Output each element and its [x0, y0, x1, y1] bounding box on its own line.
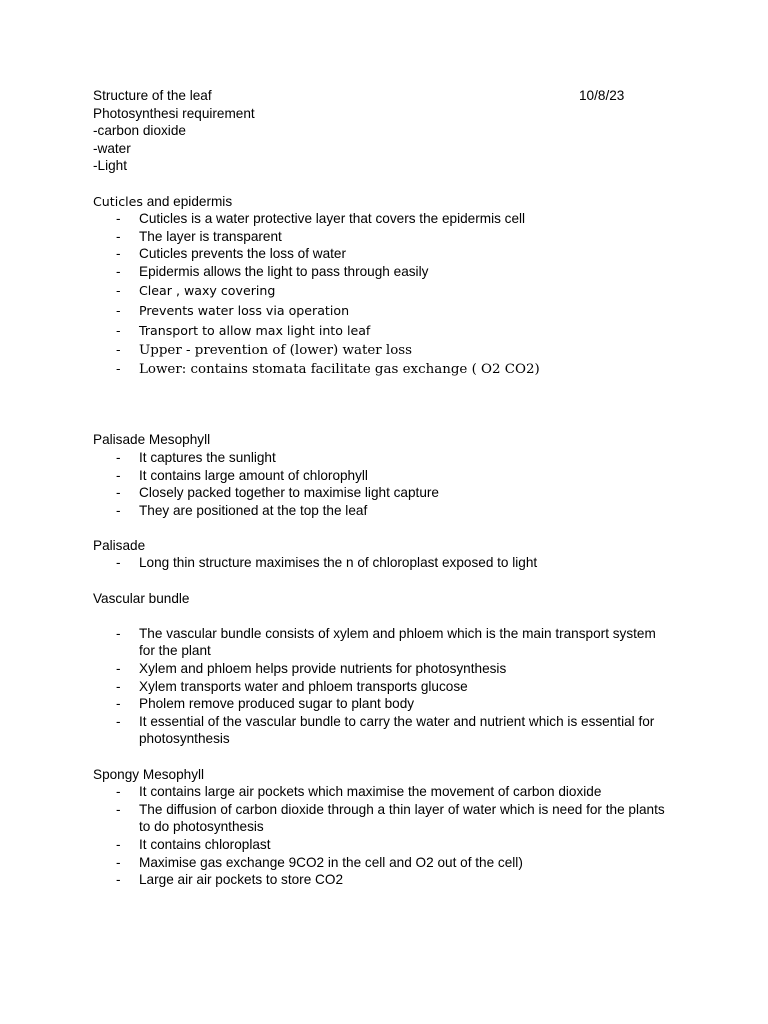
list-item: - Pholem remove produced sugar to plant body [93, 695, 673, 713]
list-item: - Long thin structure maximises the n of chloroplast exposed to light [93, 554, 673, 572]
intro-line: Photosynthesi requirement [93, 105, 255, 121]
intro-line: -water [93, 140, 131, 156]
section-title-spongy-mesophyll: Spongy Mesophyll [93, 766, 205, 782]
vascular-bundle-list [93, 625, 673, 748]
list-item: - Transport to allow max light into leaf [93, 321, 673, 341]
list-item: - It captures the sunlight [93, 449, 673, 467]
section-title-part: and epidermis [142, 193, 233, 209]
list-item: - They are positioned at the top the leaf [93, 502, 673, 520]
section-title-palisade: Palisade [93, 537, 146, 553]
list-item: - It essential of the vascular bundle to carry the water and nutrient which is essential for photosynthesis [93, 713, 673, 748]
cuticles-list [93, 210, 673, 378]
list-item: - Xylem and phloem helps provide nutrients for photosynthesis [93, 660, 673, 678]
intro-line: -carbon dioxide [93, 123, 186, 139]
list-item: - Epidermis allows the light to pass through easily [93, 263, 673, 281]
list-item: - Cuticles prevents the loss of water [93, 245, 673, 263]
list-item: - It contains large amount of chlorophyll [93, 467, 673, 485]
palisade-list [93, 554, 673, 572]
section-title-palisade-mesophyll: Palisade Mesophyll [93, 432, 211, 448]
list-item: - The diffusion of carbon dioxide through a thin layer of water which is need for the plants to do photosynthesis [93, 801, 673, 836]
doc-title: Structure of the leaf [93, 88, 212, 103]
list-item: - It contains chloroplast [93, 836, 673, 854]
spongy-mesophyll-list [93, 783, 673, 889]
list-item: - Prevents water loss via operation [93, 301, 673, 321]
list-item: - The layer is transparent [93, 228, 673, 246]
list-item: - Lower: contains stomata facilitate gas exchange ( O2 CO2) [93, 360, 673, 379]
list-item: - The vascular bundle consists of xylem and phloem which is the main transport system for the plant [93, 625, 673, 660]
list-item: - Maximise gas exchange 9CO2 in the cell and O2 out of the cell) [93, 854, 673, 872]
list-item: - Cuticles is a water protective layer that covers the epidermis cell [93, 210, 673, 228]
intro-line: -Light [93, 158, 128, 174]
palisade-mesophyll-list [93, 449, 673, 519]
list-item: - Upper - prevention of (lower) water loss [93, 341, 673, 360]
list-item: - Clear , waxy covering [93, 281, 673, 301]
header-row [93, 87, 673, 105]
section-title-cuticles [93, 193, 673, 211]
list-item: - Closely packed together to maximise light capture [93, 484, 673, 502]
document-body [93, 87, 673, 889]
section-title-part: Cuticles [93, 193, 143, 209]
list-item: - Xylem transports water and phloem transports glucose [93, 678, 673, 696]
list-item: - It contains large air pockets which maximise the movement of carbon dioxide [93, 783, 673, 801]
doc-date: 10/8/23 [579, 88, 625, 103]
section-title-vascular-bundle: Vascular bundle [93, 590, 190, 606]
list-item: - Large air air pockets to store CO2 [93, 871, 673, 889]
